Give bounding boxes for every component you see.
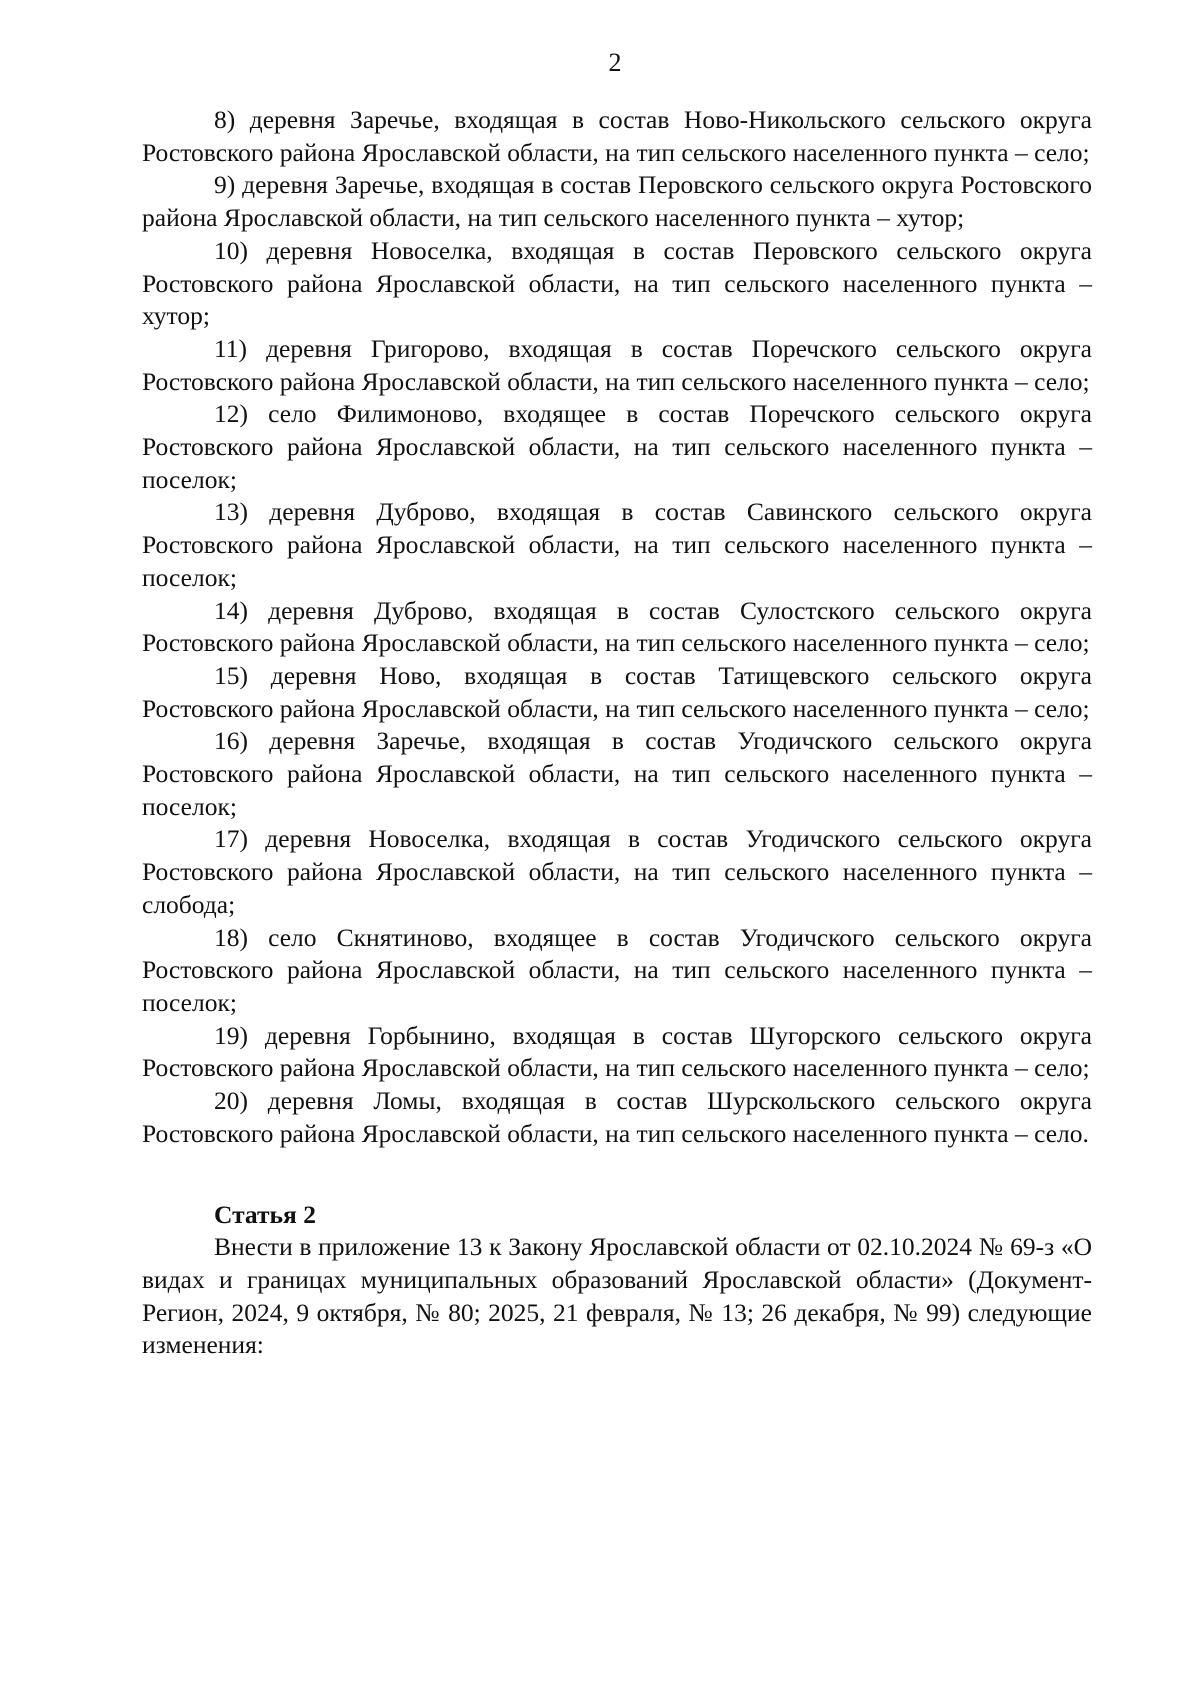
list-item-18: 18) село Скнятиново, входящее в состав Угодичского сельского округа Ростовского района Ярославской области, на тип сельского населенного пункта – поселок; bbox=[142, 922, 1092, 1017]
list-item-13: 13) деревня Дуброво, входящая в состав Савинского сельского округа Ростовского района Ярославской области, на тип сельского населенного пункта – поселок; bbox=[142, 497, 1092, 592]
list-item-12: 12) село Филимоново, входящее в состав Поречского сельского округа Ростовского района Ярославской области, на тип сельского населенного пункта – поселок; bbox=[142, 399, 1092, 494]
list-item-20: 20) деревня Ломы, входящая в состав Шурскольского сельского округа Ростовского района Ярославской области, на тип сельского населенного пункта – село. bbox=[142, 1086, 1092, 1148]
page-number: 2 bbox=[608, 48, 622, 77]
list-item-10: 10) деревня Новоселка, входящая в состав Перовского сельского округа Ростовского района Ярославской области, на тип сельского населенного пункта – хутор; bbox=[142, 235, 1092, 331]
article-text: Внести в приложение 13 к Закону Ярославской области от 02.10.2024 № 69-з «О видах и границах муниципальных образований Ярославской области» (Документ-Регион, 2024, 9 октября, № 80; 2025, 21 февраля, № 13; 26 декабря, № 99) следующие изменения: bbox=[142, 1232, 1092, 1360]
list-item-17: 17) деревня Новоселка, входящая в состав Угодичского сельского округа Ростовского района Ярославской области, на тип сельского населенного пункта – слобода; bbox=[142, 824, 1092, 919]
list-item-16: 16) деревня Заречье, входящая в состав Угодичского сельского округа Ростовского района Ярославской области, на тип сельского населенного пункта – поселок; bbox=[142, 726, 1092, 821]
list-item-19: 19) деревня Горбынино, входящая в состав Шугорского сельского округа Ростовского района Ярославской области, на тип сельского населенного пункта – село; bbox=[142, 1020, 1092, 1083]
list-item-14: 14) деревня Дуброво, входящая в состав Сулостского сельского округа Ростовского района Ярославской области, на тип сельского населенного пункта – село; bbox=[142, 595, 1092, 658]
document-body bbox=[142, 104, 1092, 1362]
list-item-8: 8) деревня Заречье, входящая в состав Ново-Никольского сельского округа Ростовского района Ярославской области, на тип сельского населенного пункта – село; bbox=[142, 105, 1092, 167]
article-heading: Статья 2 bbox=[214, 1199, 316, 1229]
list-item-15: 15) деревня Ново, входящая в состав Татищевского сельского округа Ростовского района Ярославской области, на тип сельского населенного пункта – село; bbox=[142, 660, 1092, 723]
list-item-9: 9) деревня Заречье, входящая в состав Перовского сельского округа Ростовского района Ярославской области, на тип сельского населенного пункта – хутор; bbox=[142, 170, 1092, 233]
list-item-11: 11) деревня Григорово, входящая в состав Поречского сельского округа Ростовского района Ярославской области, на тип сельского населенного пункта – село; bbox=[142, 333, 1092, 396]
